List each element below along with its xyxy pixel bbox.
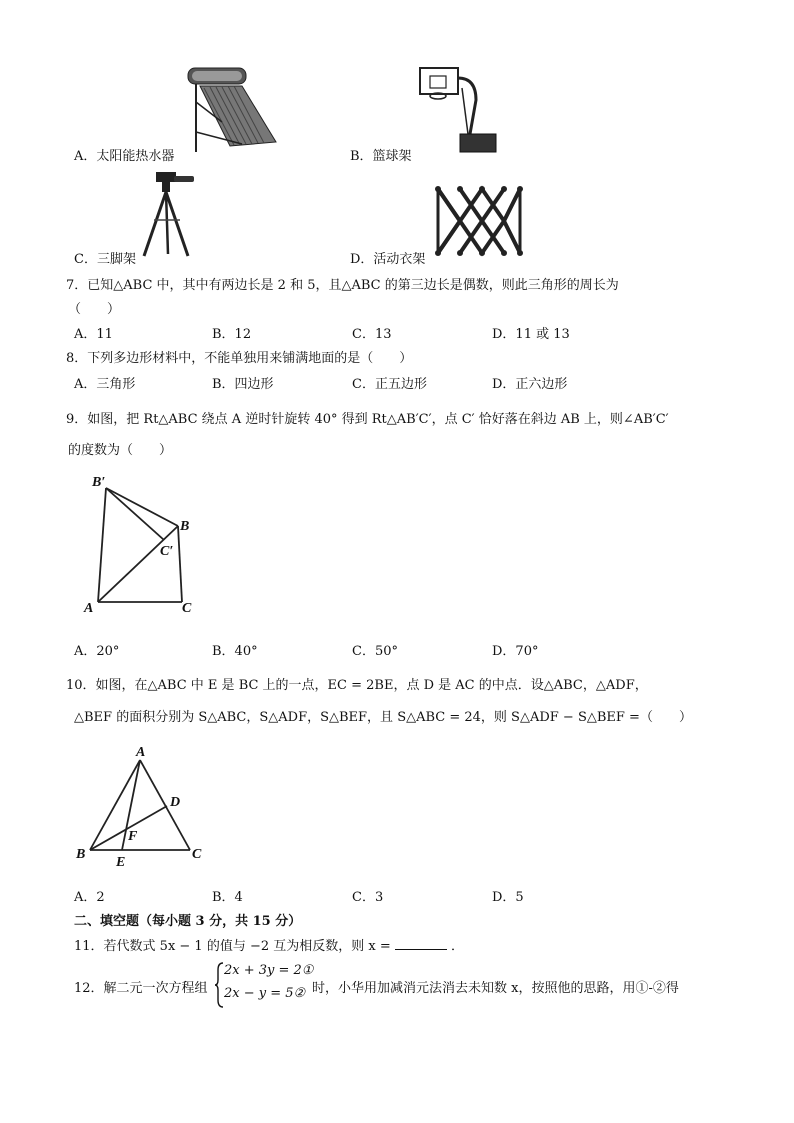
q9-option-b: B．40° — [212, 644, 258, 659]
q9-label-b-prime: B′ — [92, 475, 106, 490]
q10-label-a: A — [136, 745, 146, 760]
q12-equation-1: 2x + 3y = 2① — [224, 963, 314, 978]
q7-option-a: A．11 — [74, 327, 113, 342]
q10-label-d: D — [170, 795, 181, 810]
q8-option-a: A．三角形 — [74, 377, 136, 392]
q7-question: 7．已知△ABC 中，其中有两边长是 2 和 5，且△ABC 的第三边长是偶数，则此三角形的周长为 — [66, 278, 619, 293]
folding-rack-image — [434, 185, 524, 257]
q8-option-c: C．正五边形 — [352, 377, 427, 392]
q9-label-b: B — [180, 519, 190, 534]
q9-edge-c-b — [178, 526, 182, 602]
q10-question-line1: 10．如图，在△ABC 中 E 是 BC 上的一点，EC = 2BE，点 D 是 AC 的中点．设△ABC，△ADF， — [66, 678, 648, 693]
q8-option-d: D．正六边形 — [492, 377, 568, 392]
q10-label-b: B — [76, 847, 86, 862]
q6-option-d: D．活动衣架 — [350, 252, 426, 267]
q10-label-c: C — [192, 847, 202, 862]
q10-option-a: A．2 — [74, 890, 105, 905]
solar-water-heater-image — [182, 62, 280, 156]
q9-option-a: A．20° — [74, 644, 120, 659]
basketball-hoop-image — [416, 64, 498, 156]
q11-text-end: ． — [451, 939, 465, 954]
q10-figure — [70, 740, 220, 870]
q9-question-line2: 的度数为（ ） — [68, 443, 173, 458]
q10-option-c: C．3 — [352, 890, 384, 905]
q10-question-line2: △BEF 的面积分别为 S△ABC，S△ADF，S△BEF，且 S△ABC = 24，则 S△ADF − S△BEF =（ ） — [74, 710, 692, 725]
q7-answer-paren: （ ） — [68, 302, 121, 317]
q11-text: 11．若代数式 5x − 1 的值与 −2 互为相反数，则 x = — [74, 939, 391, 954]
q10-label-e: E — [116, 855, 126, 870]
q12-continuation: 时，小华用加减消元法消去未知数 x，按照他的思路，用①-②得 — [312, 981, 679, 996]
q6-option-b: B．篮球架 — [350, 149, 412, 164]
q10-option-d: D．5 — [492, 890, 524, 905]
q9-option-c: C．50° — [352, 644, 398, 659]
equation-system-brace-icon — [214, 962, 224, 1008]
q9-label-c-prime: C′ — [160, 544, 174, 559]
q9-label-c: C — [182, 601, 192, 616]
q9-label-a: A — [84, 601, 94, 616]
q12-equation-2: 2x − y = 5② — [224, 986, 306, 1001]
q9-edge-bprime-a — [98, 488, 106, 602]
tripod-image — [140, 168, 200, 260]
q10-label-f: F — [128, 829, 138, 844]
q10-edge-a-c — [140, 760, 190, 850]
q8-question: 8．下列多边形材料中，不能单独用来铺满地面的是（ ） — [66, 351, 413, 366]
q7-option-b: B．12 — [212, 327, 252, 342]
q9-question-line1: 9．如图，把 Rt△ABC 绕点 A 逆时针旋转 40° 得到 Rt△AB′C′，点 C′ 恰好落在斜边 AB 上，则∠AB′C′ — [66, 412, 669, 427]
q9-figure — [80, 470, 210, 620]
q7-option-c: C．13 — [352, 327, 392, 342]
q9-edge-a-b — [98, 526, 178, 602]
q8-option-b: B．四边形 — [212, 377, 274, 392]
q9-option-d: D．70° — [492, 644, 539, 659]
q12-intro: 12．解二元一次方程组 — [74, 981, 208, 996]
q11-answer-blank[interactable] — [395, 937, 447, 950]
section-heading: 二、填空题（每小题 3 分，共 15 分） — [74, 914, 302, 929]
q11-question — [74, 935, 464, 954]
q6-option-a: A．太阳能热水器 — [74, 149, 175, 164]
q6-option-c: C．三脚架 — [74, 252, 136, 267]
q7-option-d: D．11 或 13 — [492, 327, 570, 342]
q10-option-b: B．4 — [212, 890, 243, 905]
